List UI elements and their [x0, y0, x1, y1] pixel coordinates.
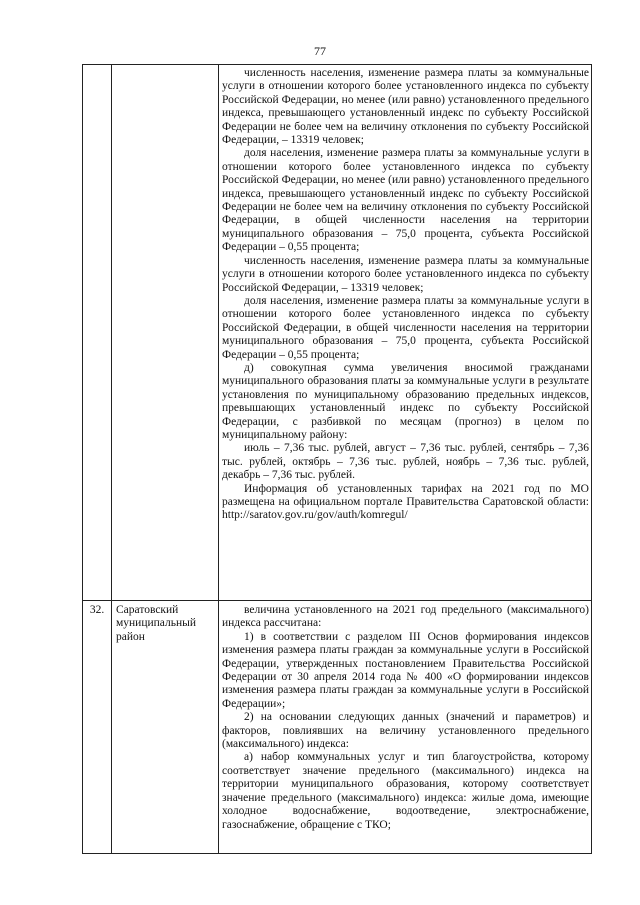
- paragraph: доля населения, изменение размера платы за коммунальные услуги в отношении которого более установленного индекса по субъекту Российской Федерации, но менее (или равно) установленного предельного индекса, превышающего установленный индекс по субъекту Российской Федерации не более чем на величину отклонения по субъекту Российской Федерации, в общей численности населения на территории муниципального образования – 75,0 процента, субъекта Российской Федерации – 0,55 процента;: [222, 147, 589, 254]
- row-32-content: [219, 602, 591, 832]
- region-name: Саратовский муниципальный район: [116, 604, 197, 643]
- regions-table: [82, 64, 592, 854]
- previous-row-content: [219, 65, 591, 523]
- paragraph: величина установленного на 2021 год предельного (максимального) индекса рассчитана:: [222, 604, 589, 630]
- paragraph: 2) на основании следующих данных (значений и параметров) и факторов, повлиявших на величину установленного предельного (максимального) индекса:: [222, 711, 589, 751]
- column-divider: [111, 65, 112, 853]
- row-number: 32.: [89, 604, 105, 616]
- paragraph: июль – 7,36 тыс. рублей, август – 7,36 тыс. рублей, сентябрь – 7,36 тыс. рублей, октябрь – 7,36 тыс. рублей, ноябрь – 7,36 тыс. рублей, декабрь – 7,36 тыс. рублей.: [222, 442, 589, 482]
- paragraph: 1) в соответствии с разделом III Основ формирования индексов изменения размера платы граждан за коммунальные услуги в Российской Федерации, утвержденных постановлением Правительства Российской Федерации от 30 апреля 2014 года № 400 «О формировании индексов изменения размера платы граждан за коммунальные услуги в Российской Федерации»;: [222, 630, 589, 710]
- paragraph: Информация об установленных тарифах на 2021 год по МО размещена на официальном портале Правительства Саратовской области: http://saratov.gov.ru/gov/auth/komregul/: [222, 482, 589, 522]
- paragraph: численность населения, изменение размера платы за коммунальные услуги в отношении которого более установленного индекса по субъекту Российской Федерации, – 13319 человек;: [222, 254, 589, 294]
- paragraph: а) набор коммунальных услуг и тип благоустройства, которому соответствует значение предельного (максимального) индекса на территории муниципального образования, которому соответствует значение предельного (максимального) индекса: жилые дома, имеющие холодное водоснабжение, водоотведение, электроснабжение, газоснабжение, обращение с ТКО;: [222, 751, 589, 831]
- paragraph: доля населения, изменение размера платы за коммунальные услуги в отношении которого более установленного индекса по субъекту Российской Федерации, в общей численности населения на территории муниципального образования – 75,0 процента, субъекта Российской Федерации – 0,55 процента;: [222, 294, 589, 361]
- row-divider: [83, 600, 591, 601]
- paragraph: д) совокупная сумма увеличения вносимой гражданами муниципального образования платы за коммунальные услуги в результате установления по муниципальному образованию предельных индексов, превышающих установленный индекс по субъекту Российской Федерации, с разбивкой по месяцам (прогноз) в целом по муниципальному району:: [222, 361, 589, 441]
- page-number: 77: [314, 44, 326, 58]
- paragraph: численность населения, изменение размера платы за коммунальные услуги в отношении которого более установленного индекса по субъекту Российской Федерации, но менее (или равно) установленного предельного индекса, превышающего установленный индекс по субъекту Российской Федерации не более чем на величину отклонения по субъекту Российской Федерации, – 13319 человек;: [222, 67, 589, 147]
